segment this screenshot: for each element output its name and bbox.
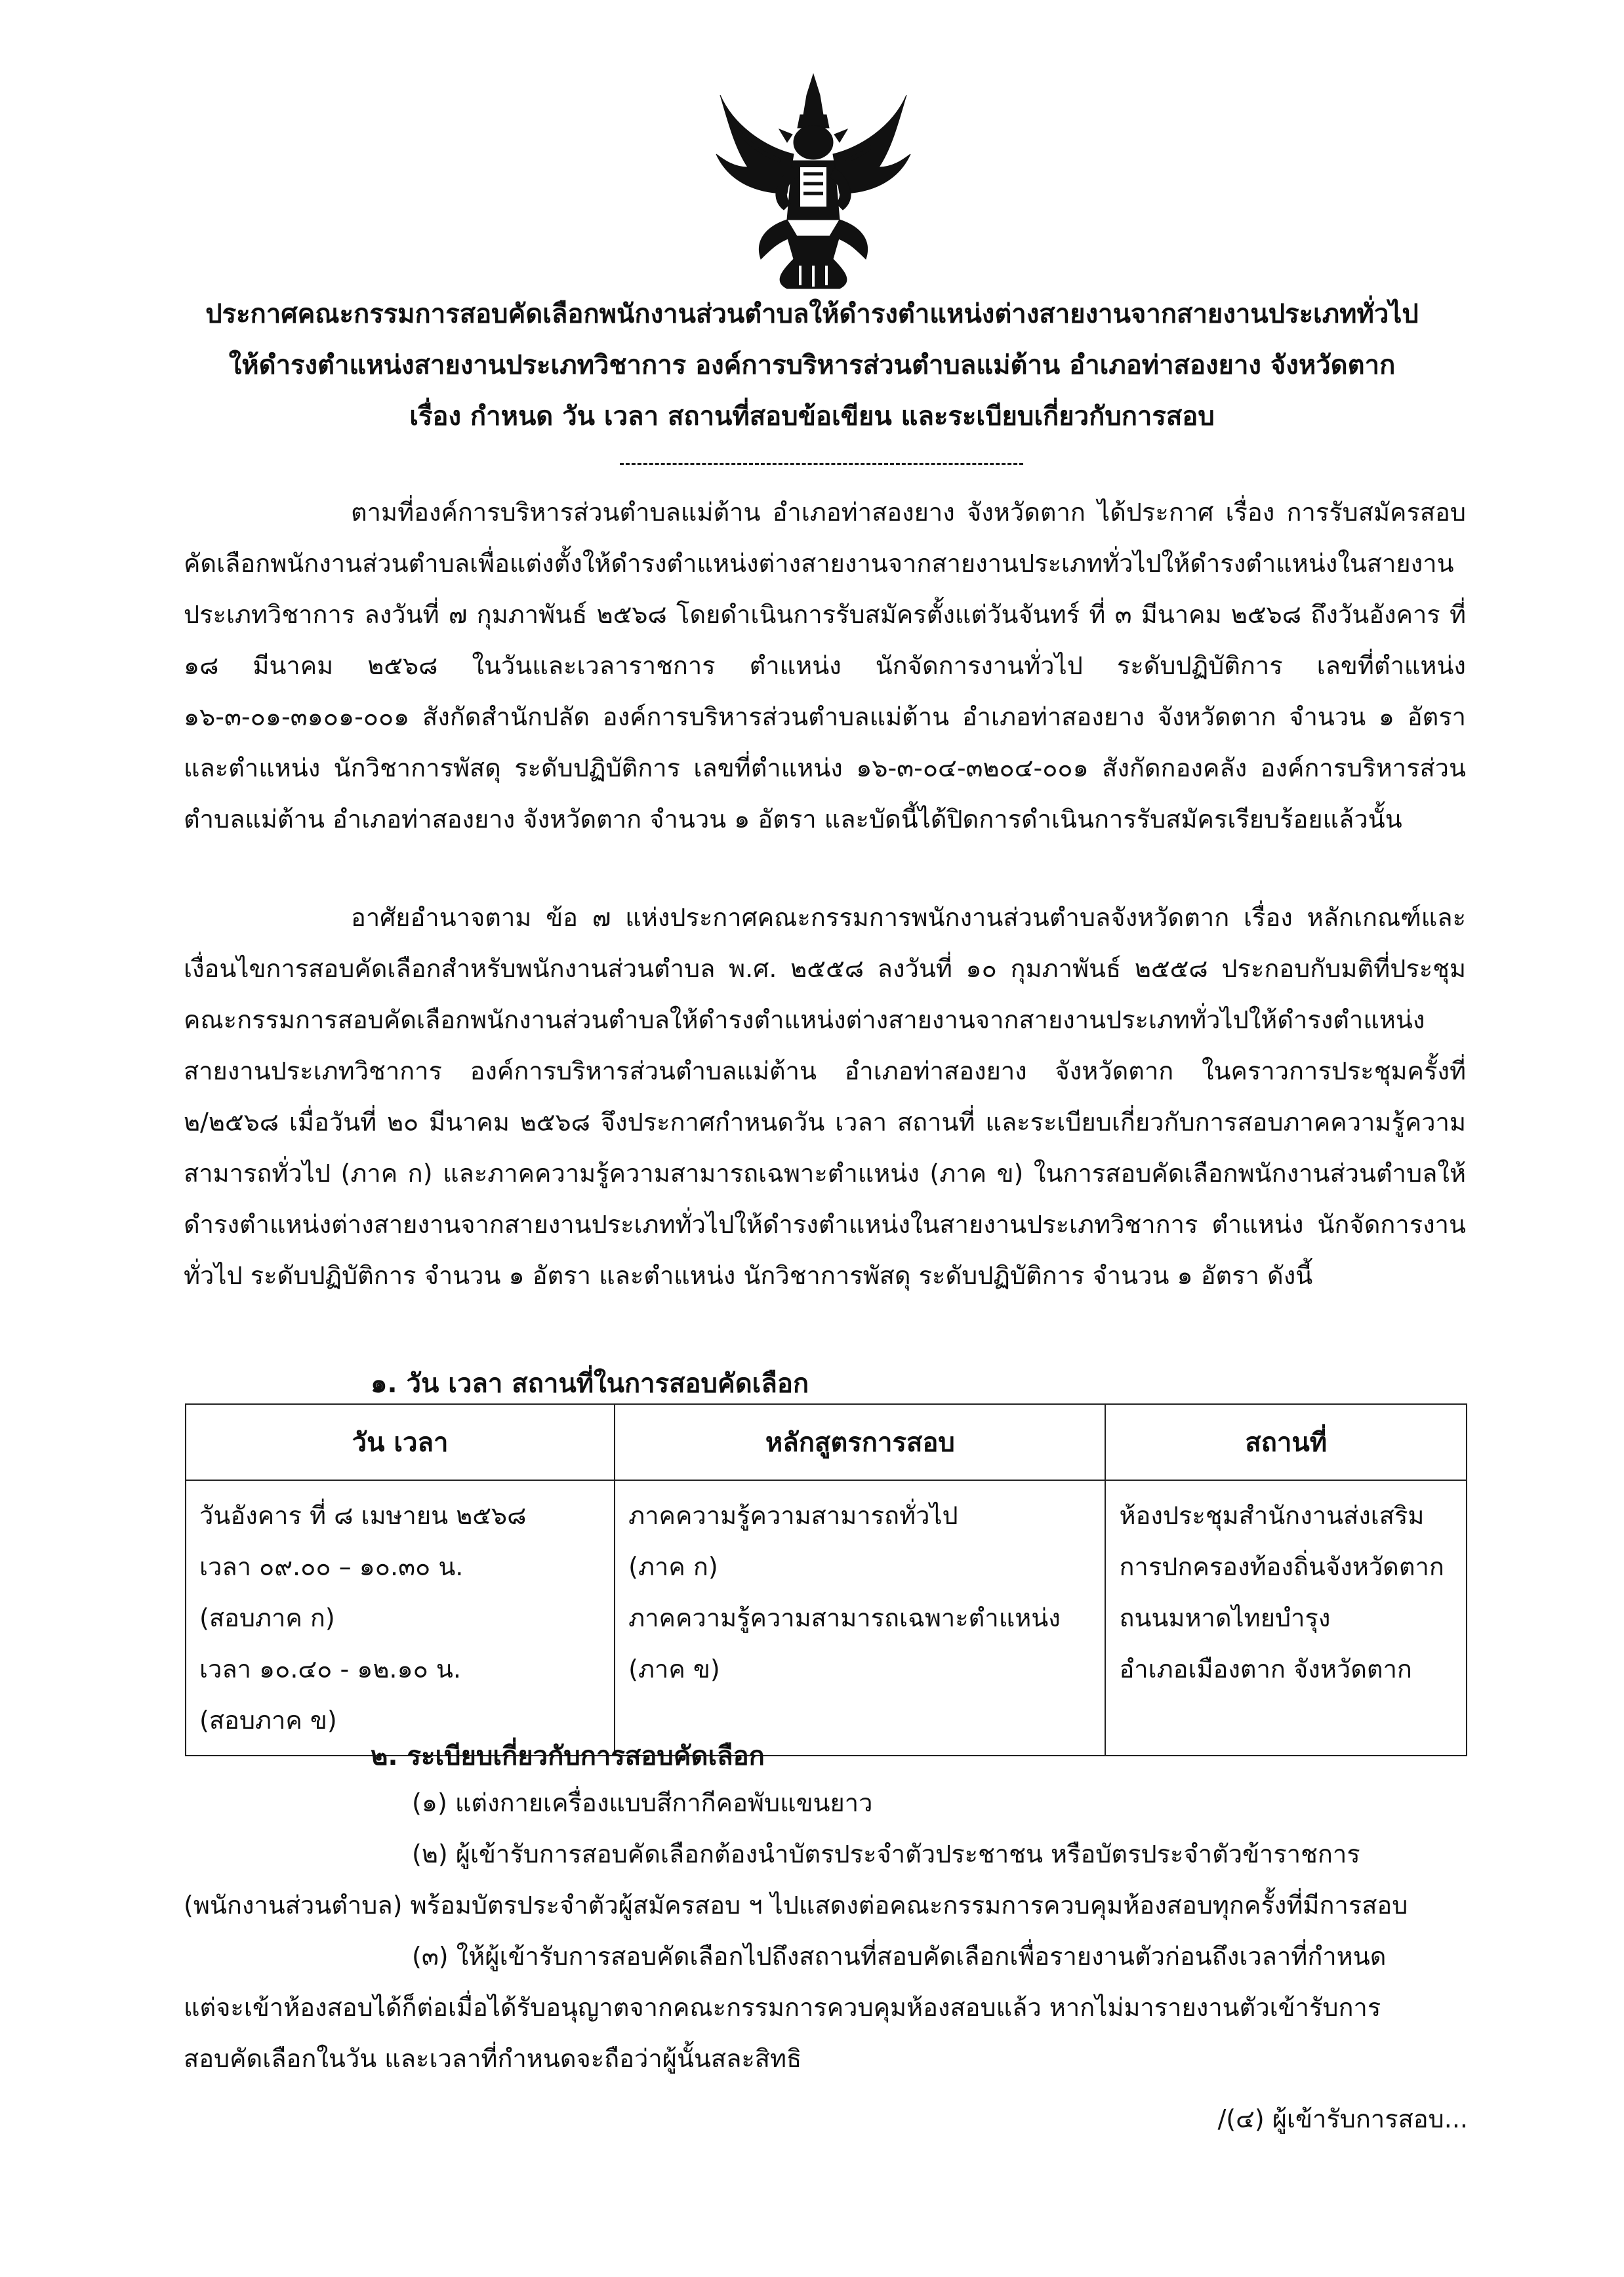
location-line: ถนนมหาดไทยบำรุง — [1119, 1603, 1331, 1632]
course-general-part: (ภาค ก) — [628, 1552, 718, 1581]
rule-3-line1: (๓) ให้ผู้เข้ารับการสอบคัดเลือกไปถึงสถานที่สอบคัดเลือกเพื่อรายงานตัวก่อนถึงเวลาที่กำหนด — [412, 1942, 1387, 1971]
location-line: การปกครองท้องถิ่นจังหวัดตาก — [1119, 1552, 1444, 1581]
course-general: ภาคความรู้ความสามารถทั่วไป — [628, 1501, 958, 1530]
table-row — [186, 1480, 1467, 1756]
exam-schedule-table — [185, 1403, 1467, 1756]
part-a-label: (สอบภาค ก) — [199, 1603, 335, 1632]
time-line-part-a: เวลา ๐๙.๐๐ – ๑๐.๓๐ น. — [199, 1552, 464, 1581]
header-exam-course: หลักสูตรการสอบ — [615, 1404, 1105, 1480]
rule-item-1 — [184, 1777, 1466, 1828]
location-line: อำเภอเมืองตาก จังหวัดตาก — [1119, 1655, 1412, 1683]
rule-item-2 — [184, 1828, 1466, 1931]
table-header-row — [186, 1404, 1467, 1480]
paragraph-background — [184, 487, 1466, 845]
announcement-title-line2: ให้ดำรงตำแหน่งสายงานประเภทวิชาการ องค์การบริหารส่วนตำบลแม่ต้าน อำเภอท่าสองยาง จังหวัดตาก — [228, 350, 1396, 380]
part-b-label: (สอบภาค ข) — [199, 1706, 337, 1735]
exam-rules-list — [184, 1777, 1466, 2084]
time-line-part-b: เวลา ๑๐.๔๐ - ๑๒.๑๐ น. — [199, 1655, 461, 1683]
course-specific-part: (ภาค ข) — [628, 1655, 720, 1683]
cell-date-time — [186, 1480, 615, 1756]
rule-1-text: (๑) แต่งกายเครื่องแบบสีกากีคอพับแขนยาว — [412, 1788, 873, 1817]
header-date-time: วัน เวลา — [186, 1404, 615, 1480]
paragraph-1-text: ตามที่องค์การบริหารส่วนตำบลแม่ต้าน อำเภอท่าสองยาง จังหวัดตาก ได้ประกาศ เรื่อง การรับสมัครสอบคัดเลือกพนักงานส่วนตำบลเพื่อแต่งตั้งให้ดำรงตำแหน่งต่างสายงานจากสายงานประเภททั่วไปให้ดำรงตำแหน่งในสายงานประเภทวิชาการ ลงวันที่ ๗ กุมภาพันธ์ ๒๕๖๘ โดยดำเนินการรับสมัครตั้งแต่วันจันทร์ ที่ ๓ มีนาคม ๒๕๖๘ ถึงวันอังคาร ที่ ๑๘ มีนาคม ๒๕๖๘ ในวันและเวลาราชการ ตำแหน่ง นักจัดการงานทั่วไป ระดับปฏิบัติการ เลขที่ตำแหน่ง ๑๖-๓-๐๑-๓๑๐๑-๐๐๑ สังกัดสำนักปลัด องค์การบริหารส่วนตำบลแม่ต้าน อำเภอท่าสองยาง จังหวัดตาก จำนวน ๑ อัตรา และตำแหน่ง นักวิชาการพัสดุ ระดับปฏิบัติการ เลขที่ตำแหน่ง ๑๖-๓-๐๔-๓๒๐๔-๐๐๑ สังกัดกองคลัง องค์การบริหารส่วนตำบลแม่ต้าน อำเภอท่าสองยาง จังหวัดตาก จำนวน ๑ อัตรา และบัดนี้ได้ปิดการดำเนินการรับสมัครเรียบร้อยแล้วนั้น — [184, 498, 1466, 834]
paragraph-authority — [184, 892, 1466, 1301]
rule-2-line1: (๒) ผู้เข้ารับการสอบคัดเลือกต้องนำบัตรประจำตัวประชาชน หรือบัตรประจำตัวข้าราชการ — [412, 1840, 1360, 1868]
rule-3-line2: แต่จะเข้าห้องสอบได้ก็ต่อเมื่อได้รับอนุญาตจากคณะกรรมการควบคุมห้องสอบแล้ว หากไม่มารายงานตัวเข้ารับการ — [184, 1993, 1381, 2022]
paragraph-2-text: อาศัยอำนาจตาม ข้อ ๗ แห่งประกาศคณะกรรมการพนักงานส่วนตำบลจังหวัดตาก เรื่อง หลักเกณฑ์และเงื่อนไขการสอบคัดเลือกสำหรับพนักงานส่วนตำบล พ.ศ. ๒๕๕๘ ลงวันที่ ๑๐ กุมภาพันธ์ ๒๕๕๘ ประกอบกับมติที่ประชุมคณะกรรมการสอบคัดเลือกพนักงานส่วนตำบลให้ดำรงตำแหน่งต่างสายงานจากสายงานประเภททั่วไปให้ดำรงตำแหน่งสายงานประเภทวิชาการ องค์การบริหารส่วนตำบลแม่ต้าน อำเภอท่าสองยาง จังหวัดตาก ในคราวการประชุมครั้งที่ ๒/๒๕๖๘ เมื่อวันที่ ๒๐ มีนาคม ๒๕๖๘ จึงประกาศกำหนดวัน เวลา สถานที่ และระเบียบเกี่ยวกับการสอบภาคความรู้ความสามารถทั่วไป (ภาค ก) และภาคความรู้ความสามารถเฉพาะตำแหน่ง (ภาค ข) ในการสอบคัดเลือกพนักงานส่วนตำบลให้ดำรงตำแหน่งต่างสายงานจากสายงานประเภททั่วไปให้ดำรงตำแหน่งในสายงานประเภทวิชาการ ตำแหน่ง นักจัดการงานทั่วไป ระดับปฏิบัติการ จำนวน ๑ อัตรา และตำแหน่ง นักวิชาการพัสดุ ระดับปฏิบัติการ จำนวน ๑ อัตรา ดังนี้ — [184, 903, 1466, 1290]
cell-location — [1105, 1480, 1467, 1756]
rule-2-line2: (พนักงานส่วนตำบล) พร้อมบัตรประจำตัวผู้สมัครสอบ ฯ ไปแสดงต่อคณะกรรมการควบคุมห้องสอบทุกครั้งที่มีการสอบ — [184, 1891, 1408, 1920]
course-specific: ภาคความรู้ความสามารถเฉพาะตำแหน่ง — [628, 1603, 1061, 1632]
announcement-title-line1: ประกาศคณะกรรมการสอบคัดเลือกพนักงานส่วนตำบลให้ดำรงตำแหน่งต่างสายงานจากสายงานประเภททั่วไป — [205, 299, 1419, 329]
cell-exam-course — [615, 1480, 1105, 1756]
garuda-emblem-icon — [708, 69, 918, 292]
rule-3-line3: สอบคัดเลือกในวัน และเวลาที่กำหนดจะถือว่าผู้นั้นสละสิทธิ — [184, 2044, 802, 2073]
rule-item-3 — [184, 1931, 1466, 2084]
title-divider — [620, 463, 1023, 465]
header-location: สถานที่ — [1105, 1404, 1467, 1480]
page-continuation: /(๔) ผู้เข้ารับการสอบ... — [1217, 2105, 1468, 2133]
announcement-subject: เรื่อง กำหนด วัน เวลา สถานที่สอบข้อเขียน และระเบียบเกี่ยวกับการสอบ — [409, 401, 1215, 432]
location-line: ห้องประชุมสำนักงานส่งเสริม — [1119, 1501, 1425, 1530]
date-line: วันอังคาร ที่ ๘ เมษายน ๒๕๖๘ — [199, 1501, 527, 1530]
section-1-heading: ๑. วัน เวลา สถานที่ในการสอบคัดเลือก — [371, 1369, 809, 1399]
section-2-heading: ๒. ระเบียบเกี่ยวกับการสอบคัดเลือก — [371, 1741, 765, 1771]
